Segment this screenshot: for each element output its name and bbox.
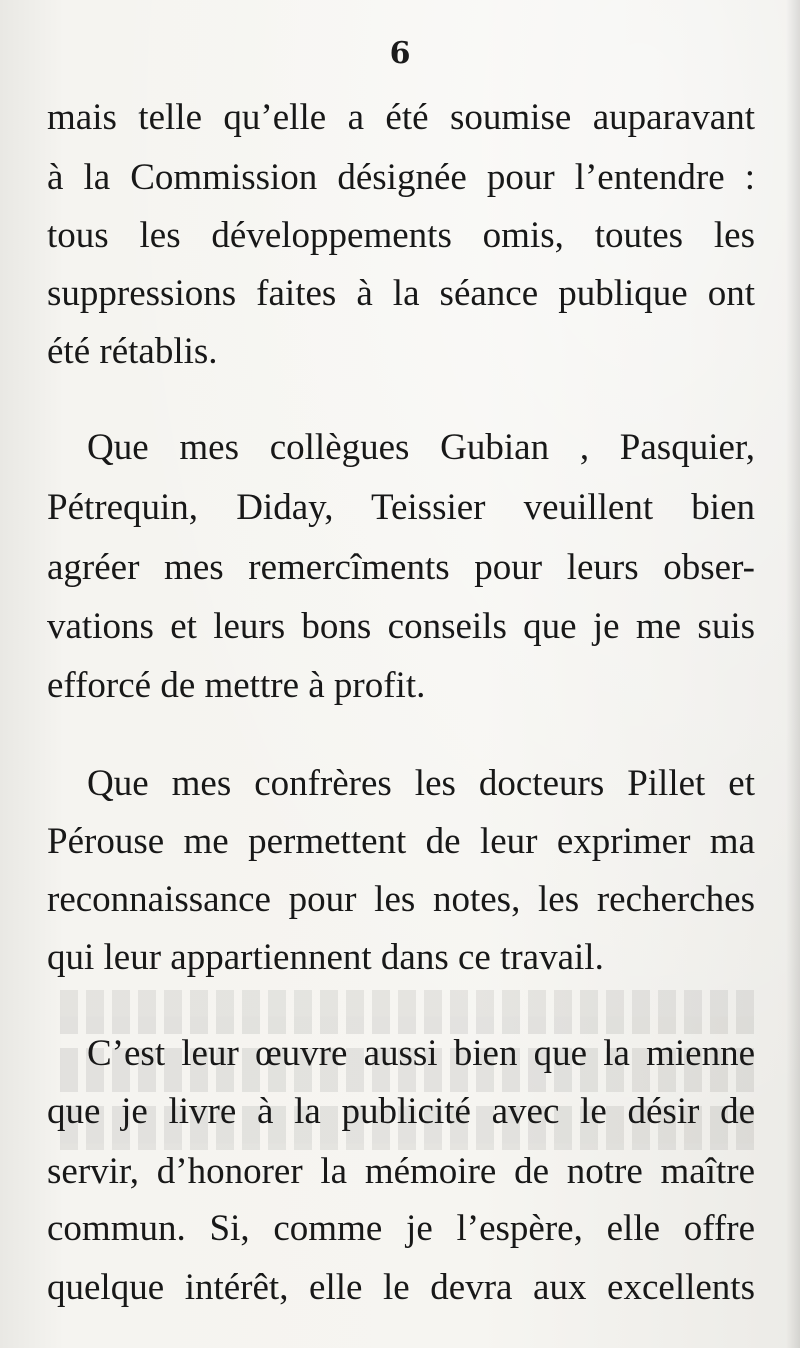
text-line: commun. Si, comme je l’espère, elle offre <box>47 1208 755 1249</box>
text-line: vations et leurs bons conseils que je me suis <box>47 606 755 647</box>
text-line: Pérouse me permettent de leur exprimer ma <box>47 821 755 862</box>
text-line: tous les développements omis, toutes les <box>47 215 755 256</box>
text-line: à la Commission désignée pour l’entendre : <box>47 157 755 198</box>
text-line: quelque intérêt, elle le devra aux excellents <box>47 1267 755 1308</box>
text-line: qui leur appartiennent dans ce travail. <box>47 937 604 978</box>
text-line: efforcé de mettre à profit. <box>47 665 426 706</box>
text-line: servir, d’honorer la mémoire de notre maître <box>47 1151 755 1192</box>
text-line: Que mes confrères les docteurs Pillet et <box>87 763 755 804</box>
text-line: suppressions faites à la séance publique ont <box>47 273 755 314</box>
text-line: Que mes collègues Gubian , Pasquier, <box>87 427 755 468</box>
text-line: été rétablis. <box>47 331 218 372</box>
text-line: mais telle qu’elle a été soumise auparavant <box>47 97 755 138</box>
text-line: reconnaissance pour les notes, les recherches <box>47 879 755 920</box>
page-number: 6 <box>389 36 411 71</box>
text-line: C’est leur œuvre aussi bien que la mienne <box>87 1033 755 1074</box>
text-line: agréer mes remercîments pour leurs obser- <box>47 547 755 588</box>
text-line: que je livre à la publicité avec le désir de <box>47 1091 755 1132</box>
text-line: Pétrequin, Diday, Teissier veuillent bien <box>47 487 755 528</box>
page-edge-shadow <box>786 0 800 1348</box>
